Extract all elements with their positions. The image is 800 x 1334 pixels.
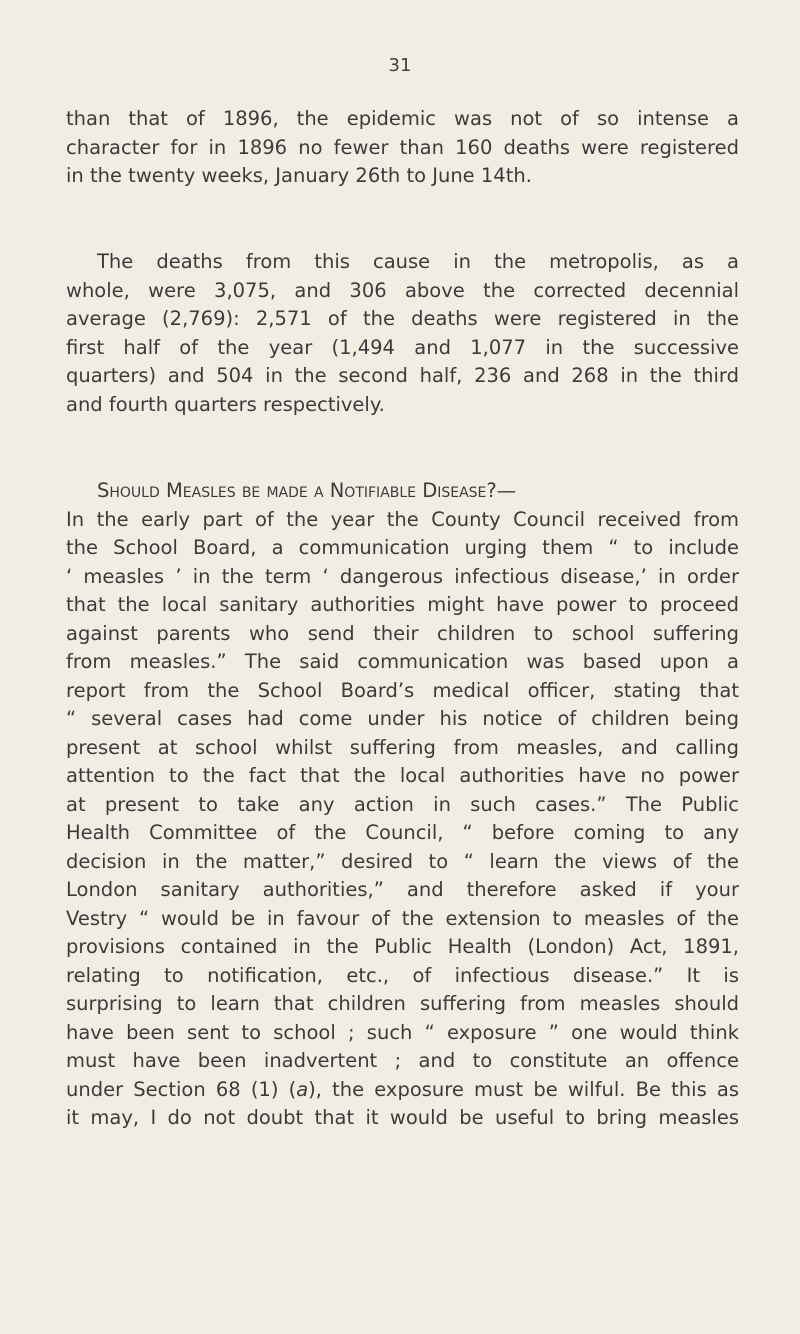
page-number: 31 <box>388 55 412 76</box>
paragraph-line: London sanitary authorities,” and therefore asked if your <box>66 878 739 901</box>
paragraph-line: surprising to learn that children suffering from measles should <box>66 992 739 1015</box>
paragraph-line: quarters) and 504 in the second half, 236 and 268 in the third <box>66 364 739 387</box>
paragraph-line: provisions contained in the Public Health (London) Act, 1891, <box>66 935 739 958</box>
paragraph-line: attention to the fact that the local authorities have no power <box>66 764 739 787</box>
paragraph-line: relating to notification, etc., of infectious disease.” It is <box>66 963 739 987</box>
paragraph-measles-notifiable <box>66 477 739 1133</box>
paragraph-metropolis-deaths <box>66 248 739 419</box>
paragraph-line: In the early part of the year the County Council received from <box>66 507 739 531</box>
paragraph-line-section-reference <box>66 1076 739 1105</box>
paragraph-line: decision in the matter,” desired to “ learn the views of the <box>66 849 739 873</box>
paragraph-line: Health Committee of the Council, “ before coming to any <box>66 821 739 844</box>
section-reference-prefix: under Section 68 (1) ( <box>66 1077 297 1101</box>
paragraph-line: whole, were 3,075, and 306 above the corrected decennial <box>66 278 739 302</box>
section-reference-italic: a <box>296 1077 309 1101</box>
paragraph-line: ‘ measles ’ in the term ‘ dangerous infectious disease,’ in order <box>66 564 739 588</box>
paragraph-line: must have been inadvertent ; and to constitute an offence <box>66 1049 739 1072</box>
paragraph-line: present at school whilst suffering from measles, and calling <box>66 735 739 759</box>
paragraph-line: Vestry “ would be in favour of the extension to measles of the <box>66 906 739 930</box>
paragraph-line: that the local sanitary authorities might have power to proceed <box>66 593 739 616</box>
section-heading: Should Measles be made a Notifiable Disease?— <box>97 479 517 502</box>
paragraph-line: average (2,769): 2,571 of the deaths were registered in the <box>66 307 739 330</box>
section-reference-suffix: ), the exposure must be wilful. Be this as <box>308 1077 739 1101</box>
paragraph-line: character for in 1896 no fewer than 160 deaths were registered <box>66 135 739 159</box>
paragraph-line: from measles.” The said communication was based upon a <box>66 650 739 673</box>
paragraph-epidemic-comparison <box>66 105 739 191</box>
paragraph-line: in the twenty weeks, January 26th to June 14th. <box>66 164 532 187</box>
paragraph-line: the School Board, a communication urging them “ to include <box>66 536 739 559</box>
paragraph-line: at present to take any action in such cases.” The Public <box>66 792 739 816</box>
paragraph-line: first half of the year (1,494 and 1,077 in the successive <box>66 335 739 359</box>
paragraph-line: The deaths from this cause in the metropolis, as a <box>97 250 739 273</box>
paragraph-line: it may, I do not doubt that it would be useful to bring measles <box>66 1106 739 1129</box>
paragraph-line: than that of 1896, the epidemic was not of so intense a <box>66 107 739 130</box>
paragraph-line: “ several cases had come under his notice of children being <box>66 707 739 730</box>
paragraph-line: report from the School Board’s medical officer, stating that <box>66 678 739 702</box>
paragraph-line: against parents who send their children to school suffering <box>66 621 739 645</box>
paragraph-line: and fourth quarters respectively. <box>66 392 385 416</box>
paragraph-line: have been sent to school ; such “ exposure ” one would think <box>66 1020 739 1044</box>
